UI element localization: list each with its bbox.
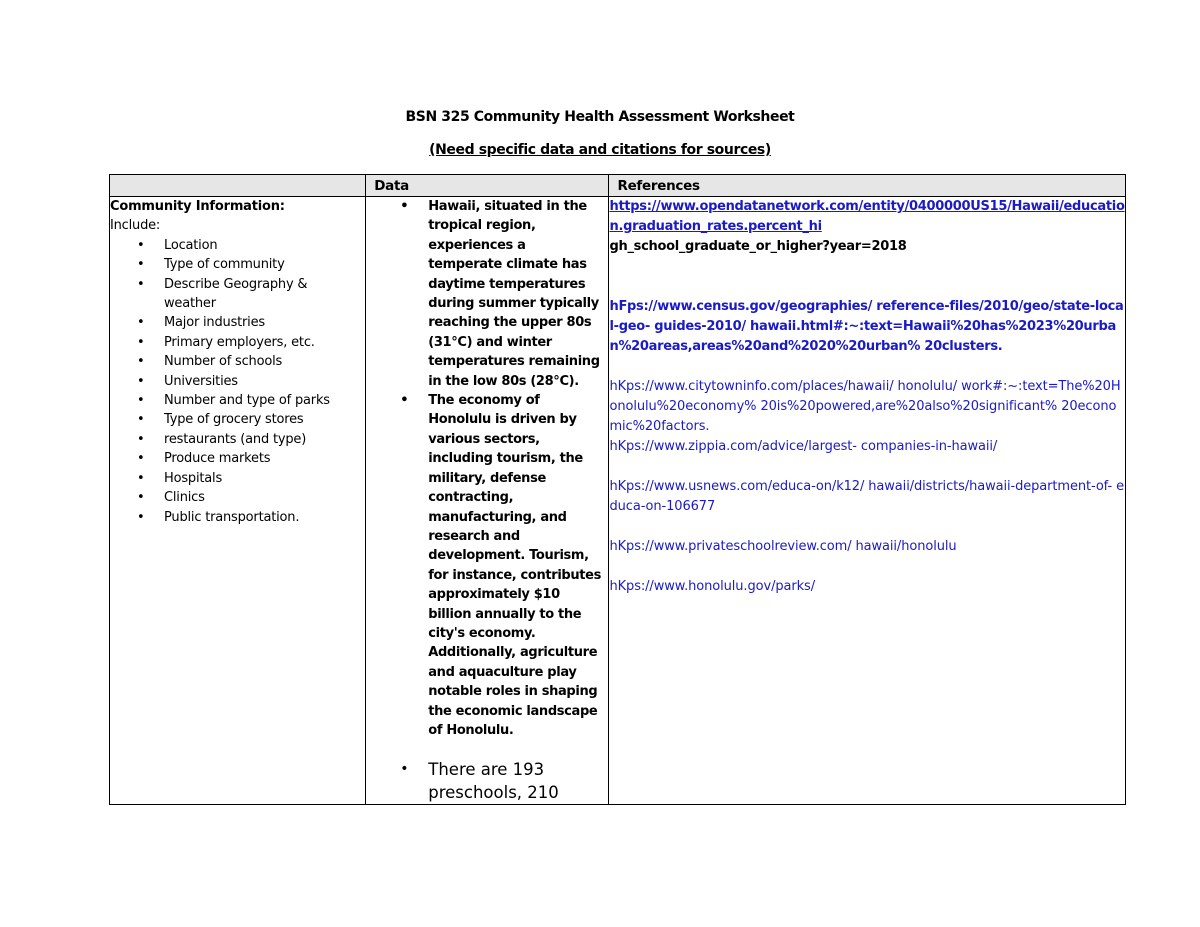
document-subtitle: (Need specific data and citations for sources) xyxy=(429,142,771,158)
list-item: • Major industries xyxy=(110,313,365,332)
data-item-economy: • The economy of Honolulu is driven by various sectors, including tourism, the military, defense contracting, manufacturing, and research and development. Tourism, for instance, contributes approximately $10 billion annually to the city's economy. Additionally, agriculture and aquaculture play notable roles in shaping the economic landscape of Honolulu. xyxy=(366,391,608,740)
reference-text-opendatanetwork-tail: gh_school_graduate_or_higher?year=2018 xyxy=(609,239,907,254)
data-item-schools: • There are 193 preschools, 210 xyxy=(366,758,608,804)
reference-link-privateschoolreview[interactable]: hKps://www.privateschoolreview.com/ hawaii/honolulu xyxy=(609,539,957,554)
header-data: Data xyxy=(366,175,609,197)
assessment-table xyxy=(109,174,1126,805)
data-item-list xyxy=(366,197,608,804)
reference-link-opendatanetwork[interactable]: https://www.opendatanetwork.com/entity/0400000US15/Hawaii/education.graduation_rates.percent_hi xyxy=(609,199,1125,234)
community-item-list xyxy=(110,236,365,527)
list-item: • Number of schools xyxy=(110,352,365,371)
header-references: References xyxy=(609,175,1126,197)
header-blank-cell xyxy=(110,175,366,197)
references-cell xyxy=(609,197,1126,805)
list-item: • Hospitals xyxy=(110,469,365,488)
community-info-cell xyxy=(110,197,366,805)
reference-link-honolulu-parks[interactable]: hKps://www.honolulu.gov/parks/ xyxy=(609,579,815,594)
community-row xyxy=(110,197,1126,805)
community-heading: Community Information: xyxy=(110,199,285,214)
data-item-climate: • Hawaii, situated in the tropical region, experiences a temperate climate has daytime temperatures during summer typically reaching the upper 80s (31°C) and winter temperatures remaining in the low 80s (28°C). xyxy=(366,197,608,391)
data-cell xyxy=(366,197,609,805)
list-item: • Public transportation. xyxy=(110,508,365,527)
list-item: • Type of community xyxy=(110,255,365,274)
list-item: • Produce markets xyxy=(110,449,365,468)
list-item: • Location xyxy=(110,236,365,255)
list-item: • Clinics xyxy=(110,488,365,507)
list-item: • Type of grocery stores xyxy=(110,410,365,429)
include-label: Include: xyxy=(110,218,161,234)
reference-link-usnews[interactable]: hKps://www.usnews.com/educa-on/k12/ hawaii/districts/hawaii-department-of- educa-on-106677 xyxy=(609,479,1124,514)
reference-link-census[interactable]: hFps://www.census.gov/geographies/ reference-files/2010/geo/state-local-geo- guides-2010/ hawaii.html#:~:text=Hawaii%20has%2023%20urban%20areas,areas%20and%2020%20urban% 20clusters. xyxy=(609,299,1124,354)
header-row xyxy=(110,175,1126,197)
reference-link-citytowninfo[interactable]: hKps://www.citytowninfo.com/places/hawaii/ honolulu/ work#:~:text=The%20Honolulu%20economy% 20is%20powered,are%20also%20significant% 20economic%20factors. xyxy=(609,379,1121,434)
list-item: • Describe Geography & weather xyxy=(110,275,365,314)
list-item: • Universities xyxy=(110,372,365,391)
document-title: BSN 325 Community Health Assessment Worksheet xyxy=(405,109,795,125)
list-item: • Number and type of parks xyxy=(110,391,365,410)
reference-link-zippia[interactable]: hKps://www.zippia.com/advice/largest- companies-in-hawaii/ xyxy=(609,439,998,454)
list-item: • restaurants (and type) xyxy=(110,430,365,449)
list-item: • Primary employers, etc. xyxy=(110,333,365,352)
